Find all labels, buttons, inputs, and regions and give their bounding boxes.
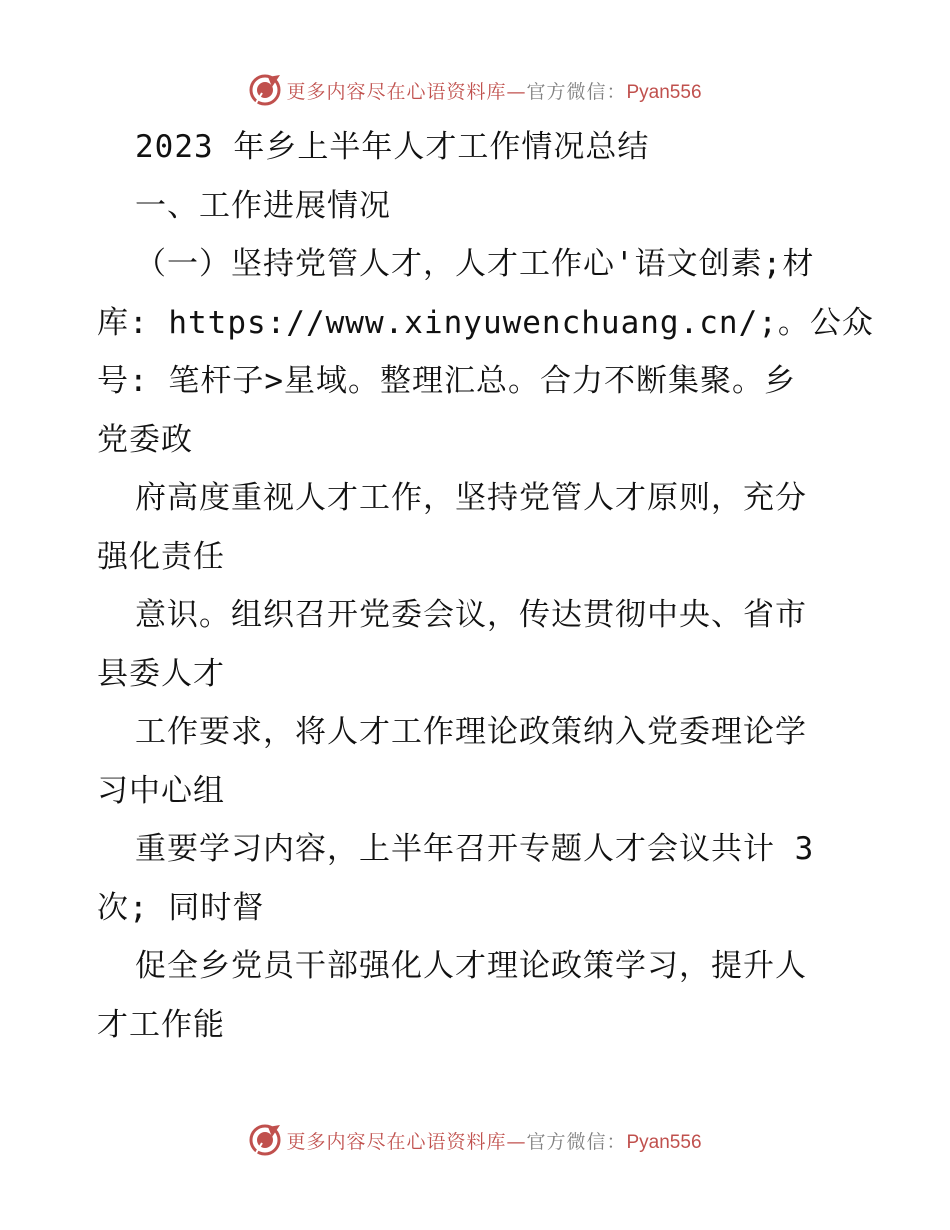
paragraph-line: （一）坚持党管人才，人才工作心'语文创素;材: [135, 246, 815, 282]
paragraph-line: 次; 同时督: [97, 889, 265, 926]
paragraph-line: 强化责任: [97, 538, 225, 575]
paragraph-line: 促全乡党员干部强化人才理论政策学习，提升人: [135, 948, 807, 984]
paragraph-line: 党委政: [97, 421, 193, 458]
footer-banner: [0, 1120, 950, 1160]
paragraph-line: 号: 笔杆子>星域。整理汇总。合力不断集聚。乡: [97, 363, 796, 399]
red-pen-circle-logo-icon: [248, 1123, 282, 1157]
paragraph-line: 县委人才: [97, 655, 225, 692]
banner-wechat-label: 官方微信：: [526, 80, 627, 103]
paragraph-line: 意识。组织召开党委会议，传达贯彻中央、省市: [135, 597, 807, 633]
header-banner: [0, 70, 950, 110]
paragraph-line: 习中心组: [97, 772, 225, 809]
banner-dash: —: [506, 1130, 527, 1153]
banner-wechat-label: 官方微信：: [526, 1130, 627, 1153]
banner-account: Pyan556: [626, 81, 702, 103]
paragraph-line: 工作要求，将人才工作理论政策纳入党委理论学: [135, 714, 807, 750]
paragraph-line: 才工作能: [97, 1006, 225, 1043]
doc-title: 2023 年乡上半年人才工作情况总结: [135, 129, 650, 165]
paragraph-line: 库: https://www.xinyuwenchuang.cn/;。公众: [97, 304, 874, 341]
section-heading: 一、工作进展情况: [135, 187, 391, 224]
red-pen-circle-logo-icon: [248, 73, 282, 107]
banner-promo-text: 更多内容尽在心语资料库: [286, 80, 507, 103]
document-body: [97, 118, 874, 1054]
banner-account: Pyan556: [626, 1131, 702, 1153]
banner-promo-text: 更多内容尽在心语资料库: [286, 1130, 507, 1153]
paragraph-line: 府高度重视人才工作，坚持党管人才原则，充分: [135, 480, 807, 516]
paragraph-line: 重要学习内容，上半年召开专题人才会议共计 3: [135, 831, 815, 867]
banner-dash: —: [506, 80, 527, 103]
